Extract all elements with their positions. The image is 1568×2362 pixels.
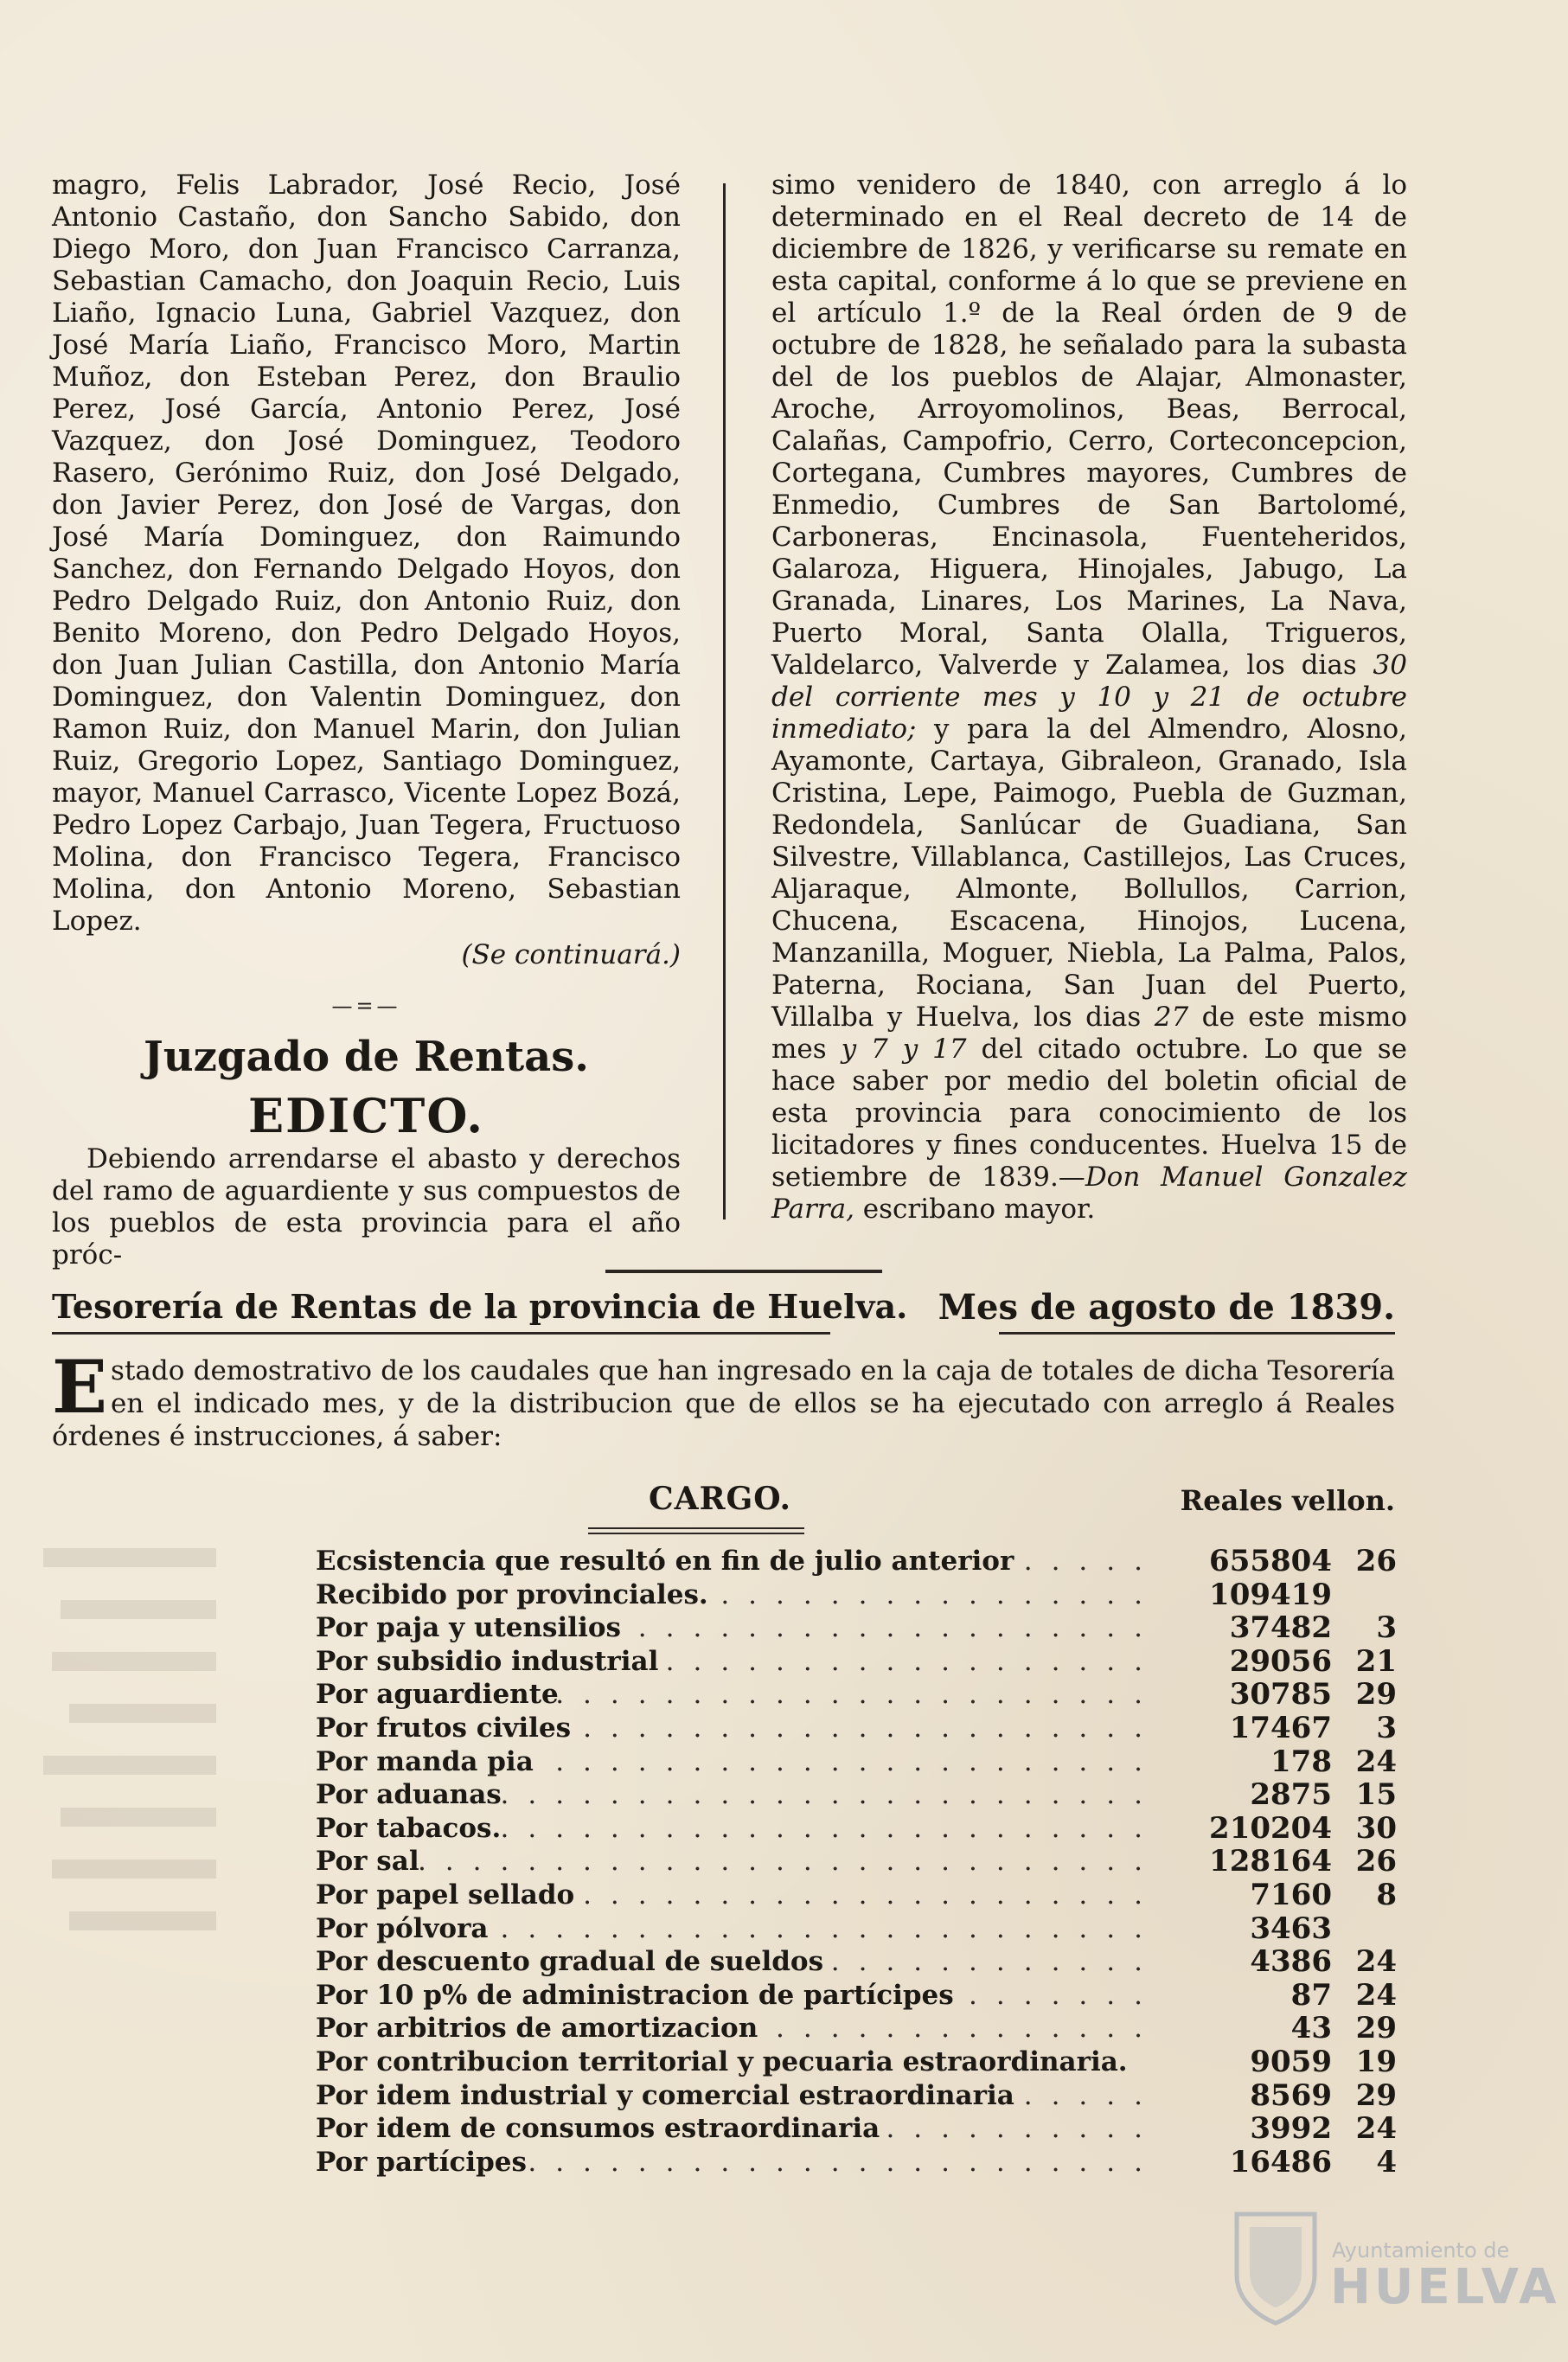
cargo-row	[316, 2079, 1397, 2113]
cargo-row-cents: 3	[1376, 1610, 1397, 1646]
bleed-mark	[61, 1808, 216, 1827]
cargo-row-label: Por arbitrios de amortizacion	[316, 2013, 758, 2045]
cargo-row-cents: 24	[1355, 1944, 1397, 1980]
cargo-row-cents: 8	[1376, 1877, 1397, 1912]
edicto-body-start: Debiendo arrendarse el abasto y derechos del ramo de aguardiente y sus compuestos de los pueblos de esta provincia para el año próc-	[52, 1143, 681, 1271]
cargo-row-label: Por papel sellado	[316, 1879, 575, 1911]
cargo-row-amount: 87	[1290, 1977, 1332, 2013]
bleed-through-texture	[35, 1539, 259, 2024]
cargo-row-cents: 24	[1355, 2111, 1397, 2147]
dot-leader: ..................	[665, 1645, 1162, 1677]
heading-rule-top	[588, 1527, 804, 1529]
cargo-row-amount: 3463	[1250, 1911, 1332, 1946]
dot-leader: ......................	[555, 1745, 1162, 1777]
cargo-row-amount: 37482	[1229, 1610, 1332, 1646]
cargo-table	[316, 1545, 1397, 2179]
right-column	[771, 170, 1407, 1226]
cargo-row	[316, 1745, 1397, 1779]
cargo-row-cents: 4	[1376, 2144, 1397, 2180]
table-header	[52, 1481, 1395, 1522]
bleed-mark	[43, 1548, 216, 1567]
edicto-date-27: 27	[1154, 1002, 1189, 1033]
shield-icon	[1228, 2205, 1323, 2327]
dot-leader: ................	[720, 1578, 1162, 1610]
cargo-row	[316, 1611, 1397, 1645]
cargo-row-amount: 8569	[1250, 2077, 1332, 2113]
cargo-row-amount: 16486	[1229, 2144, 1332, 2180]
cargo-row-label: Por partícipes	[316, 2146, 527, 2178]
bleed-mark	[52, 1860, 216, 1879]
intro-text: stado demostrativo de los caudales que han ingresado en la caja de totales de dicha Tesorería en el indicado mes, y de la distribucion que de ellos se ha ejecutado con arreglo á Reales órdenes é instrucciones, á saber:	[52, 1355, 1395, 1452]
watermark-city: HUELVA	[1330, 2259, 1560, 2315]
cargo-row-label: Ecsistencia que resultó en fin de julio anterior	[316, 1546, 1014, 1577]
names-list: magro, Felis Labrador, José Recio, José Antonio Castaño, don Sancho Sabido, don Diego Moro, don Juan Francisco Carranza, Sebastian Camacho, don Joaquin Recio, Luis Liaño, Ignacio Luna, Gabriel Vazquez, don José María Liaño, Francisco Moro, Martin Muñoz, don Esteban Perez, don Braulio Perez, José García, Antonio Perez, José Vazquez, don José Dominguez, Teodoro Rasero, Gerónimo Ruiz, don José Delgado, don Javier Perez, don José de Vargas, don José María Dominguez, don Raimundo Sanchez, don Fernando Delgado Hoyos, don Pedro Delgado Ruiz, don Antonio Ruiz, don Benito Moreno, don Pedro Delgado Hoyos, don Juan Julian Castilla, don Antonio María Dominguez, don Valentin Dominguez, don Ramon Ruiz, don Manuel Marin, don Julian Ruiz, Gregorio Lopez, Santiago Dominguez, mayor, Manuel Carrasco, Vicente Lopez Bozá, Pedro Lopez Carbajo, Juan Tegera, Fructuoso Molina, don Francisco Tegera, Francisco Molina, don Antonio Moreno, Sebastian Lopez.	[52, 170, 681, 937]
cargo-row-amount: 17467	[1229, 1710, 1332, 1745]
cargo-row	[316, 1945, 1397, 1979]
cargo-row-cents: 3	[1376, 1710, 1397, 1745]
cargo-row-cents: 29	[1355, 2077, 1397, 2113]
cargo-row-amount: 178	[1270, 1744, 1332, 1779]
cargo-row	[316, 1678, 1397, 1712]
cargo-row-cents: 29	[1355, 2011, 1397, 2046]
horizontal-rule	[605, 1270, 882, 1273]
dot-leader: .......................	[528, 2146, 1162, 2178]
cargo-row-cents: 24	[1355, 1744, 1397, 1779]
bleed-mark	[69, 1704, 216, 1723]
cargo-row-label: Por descuento gradual de sueldos	[316, 1946, 824, 1978]
left-column	[52, 170, 681, 1271]
dot-leader: .....	[1023, 1546, 1162, 1577]
cargo-row-label: Por aguardiente	[316, 1679, 559, 1711]
cargo-row	[316, 1545, 1397, 1578]
cargo-row-label: Por idem de consumos estraordinaria	[316, 2113, 880, 2145]
cargo-row	[316, 1712, 1397, 1745]
cargo-row-label: Recibido por provinciales.	[316, 1578, 708, 1610]
cargo-row-label: Por sal	[316, 1846, 419, 1878]
edicto-title: EDICTO.	[247, 1088, 485, 1143]
cargo-row-label: Por contribucion territorial y pecuaria estraordinaria.	[316, 2045, 1128, 2077]
section-period: Mes de agosto de 1839.	[938, 1287, 1395, 1328]
cargo-row-amount: 655804	[1209, 1544, 1332, 1578]
cargo-heading: CARGO.	[649, 1481, 792, 1517]
drop-cap: E	[52, 1344, 108, 1430]
bleed-mark	[43, 1756, 216, 1775]
section-separator: —=—	[331, 994, 401, 1018]
title-underline	[52, 1332, 830, 1335]
dot-leader: ............	[830, 1946, 1162, 1978]
cargo-row-label: Por frutos civiles	[316, 1712, 572, 1744]
cargo-row-label: Por tabacos.	[316, 1812, 502, 1844]
dot-leader: ...................	[637, 1612, 1162, 1644]
watermark-top-text: Ayuntamiento de	[1332, 2238, 1510, 2263]
dot-leader: .....	[1023, 2079, 1162, 2111]
bleed-through-shadow	[35, 1539, 268, 2032]
cargo-row-label: Por pólvora	[316, 1912, 489, 1944]
bleed-mark	[69, 1911, 216, 1930]
dot-leader: .....................	[583, 1712, 1162, 1744]
period-underline	[999, 1332, 1395, 1335]
cargo-row-label: Por paja y utensilios	[316, 1612, 621, 1644]
dot-leader: .......	[969, 1979, 1162, 2011]
cargo-row-cents: 30	[1355, 1810, 1397, 1846]
cargo-row-amount: 29056	[1229, 1643, 1332, 1679]
heading-rule-bottom	[588, 1533, 804, 1534]
cargo-row-cents: 26	[1355, 1544, 1397, 1578]
dot-leader: ........................	[500, 1812, 1162, 1844]
cargo-row-amount: 109419	[1209, 1577, 1332, 1612]
cargo-row-cents: 21	[1355, 1643, 1397, 1679]
edicto-signature-role: escribano mayor.	[862, 1194, 1096, 1225]
edicto-text-1: simo venidero de 1840, con arreglo á lo determinado en el Real decreto de 14 de diciembre de 1826, y verificarse su remate en esta capital, conforme á lo que se previene en el artículo 1.º de la Real órden de 9 de octubre de 1828, he señalado para la subasta del de los pueblos de Alajar, Almonaster, Aroche, Arroyomolinos, Beas, Berrocal, Calañas, Campofrio, Cerro, Corteconcepcion, Cortegana, Cumbres mayores, Cumbres de Enmedio, Cumbres de San Bartolomé, Carboneras, Encinasola, Fuenteheridos, Galaroza, Higuera, Hinojales, Jabugo, La Granada, Linares, Los Marines, La Nava, Puerto Moral, Santa Olalla, Trigueros, Valdelarco, Valverde y Zalamea, los dias	[771, 170, 1407, 681]
cargo-row-amount: 2875	[1250, 1777, 1332, 1813]
dot-leader: ........................	[500, 1779, 1162, 1811]
dot-leader: ...........................	[417, 1846, 1162, 1878]
cargo-row	[316, 2146, 1397, 2180]
edicto-dates-2: y 7 y 17	[841, 1034, 967, 1065]
column-divider	[723, 183, 726, 1219]
dot-leader: ..............	[776, 2013, 1162, 2045]
cargo-row	[316, 1879, 1397, 1912]
cargo-row-amount: 3992	[1250, 2111, 1332, 2147]
edicto-text-4: del citado octubre. Lo que se hace saber por medio del boletin oficial de esta provincia para conocimiento de los licitadores y fines conducentes. Huelva 15 de setiembre de 1839.—	[771, 1034, 1407, 1193]
section-intro	[52, 1344, 1395, 1453]
cargo-row	[316, 1812, 1397, 1846]
cargo-row-amount: 43	[1290, 2011, 1332, 2046]
cargo-row-label: Por idem industrial y comercial estraordinaria	[316, 2079, 1014, 2111]
cargo-row-cents: 15	[1355, 1777, 1397, 1813]
dot-leader: ........................	[500, 1912, 1162, 1944]
cargo-row	[316, 1645, 1397, 1679]
cargo-row-cents: 26	[1355, 1844, 1397, 1879]
cargo-row-label: Por 10 p% de administracion de partícipes	[316, 1979, 954, 2011]
edicto-continuation	[771, 170, 1407, 1226]
cargo-row-label: Por aduanas	[316, 1779, 502, 1811]
cargo-row	[316, 1912, 1397, 1946]
edicto-dates-1: 30 del corriente mes y 10 y 21 de octubre inmediato;	[771, 650, 1407, 745]
cargo-row-amount: 128164	[1209, 1844, 1332, 1879]
cargo-row-label: Por subsidio industrial	[316, 1645, 659, 1677]
cargo-row-cents: 29	[1355, 1677, 1397, 1712]
bleed-mark	[61, 1600, 216, 1619]
cargo-row-label: Por manda pia	[316, 1745, 534, 1777]
currency-heading: Reales vellon.	[1180, 1484, 1395, 1517]
bleed-mark	[52, 1652, 216, 1671]
cargo-row-amount: 7160	[1250, 1877, 1332, 1912]
cargo-row	[316, 2112, 1397, 2146]
cargo-row-amount: 9059	[1250, 2044, 1332, 2079]
cargo-row	[316, 2012, 1397, 2045]
cargo-row-amount: 210204	[1209, 1810, 1332, 1846]
edicto-signature: Don Manuel Gonzalez Parra,	[771, 1162, 1407, 1225]
cargo-row-amount: 4386	[1250, 1944, 1332, 1980]
cargo-row	[316, 1845, 1397, 1879]
continuation-note: (Se continuará.)	[461, 939, 681, 970]
court-title: Juzgado de Rentas.	[144, 1033, 589, 1081]
archive-watermark	[1228, 2205, 1560, 2335]
edicto-text-2: y para la del Almendro, Alosno, Ayamonte, Cartaya, Gibraleon, Granado, Isla Cristina, Lepe, Paimogo, Puebla de Guzman, Redondela, Sanlúcar de Guadiana, San Silvestre, Villablanca, Castillejos, Las Cruces, Aljaraque, Almonte, Bollullos, Carrion, Chucena, Escacena, Hinojos, Lucena, Manzanilla, Moguer, Niebla, La Palma, Palos, Paterna, Rociana, San Juan del Puerto, Villalba y Huelva, los dias	[771, 714, 1407, 1033]
section-header	[52, 1287, 1395, 1339]
section-title: Tesorería de Rentas de la provincia de Huelva.	[52, 1287, 908, 1326]
cargo-row-cents: 19	[1355, 2044, 1397, 2079]
dot-leader: .....................	[583, 1879, 1162, 1911]
cargo-row	[316, 2045, 1397, 2079]
cargo-row-cents: 24	[1355, 1977, 1397, 2013]
cargo-row	[316, 1979, 1397, 2013]
cargo-row	[316, 1578, 1397, 1612]
cargo-row-amount: 30785	[1229, 1677, 1332, 1712]
dot-leader: ..........	[886, 2113, 1162, 2145]
dot-leader: ......................	[555, 1679, 1162, 1711]
cargo-row	[316, 1778, 1397, 1812]
edicto-text-3: de este mismo mes	[771, 1002, 1408, 1065]
